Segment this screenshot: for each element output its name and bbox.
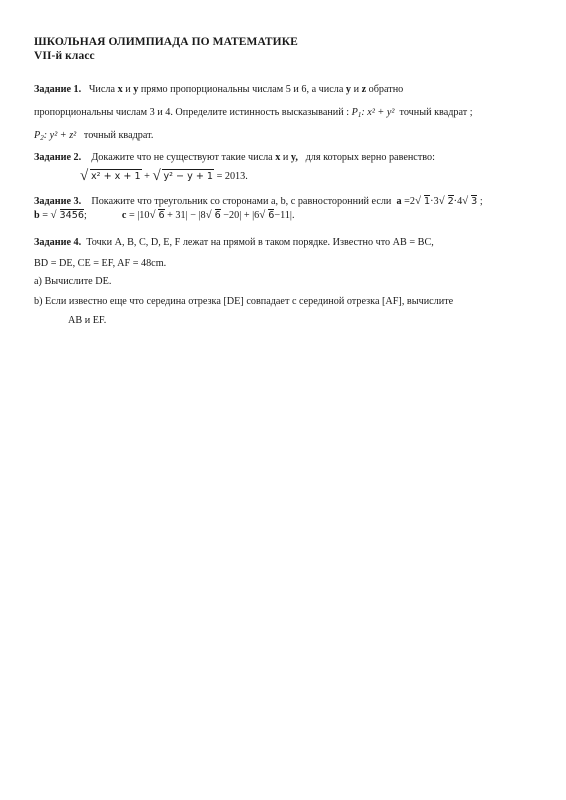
side-c-expr: −11|. [274,210,295,221]
task4-text: Точки A, B, C, D, E, F лежат на прямой в таком порядке. Известно что AB = BC, [86,237,434,248]
p1-expression: : x² + y² [361,107,395,118]
task4-part-b: b) Если известно еще что середина отрезка [DE] совпадает с серединой отрезка [AF], вычислите [34,296,454,307]
task2-label: Задание 2. [34,152,82,163]
var-z: z [361,84,367,95]
var-y: y [133,84,139,95]
task1-label: Задание 1. [34,84,82,95]
task1-text: обратно [366,84,404,95]
side-a-label: a [396,196,402,207]
p2-expression: : y² + z² [43,130,77,141]
task4-line1 [34,237,434,248]
grade-label: VII-й класс [34,50,95,62]
radical-2 [152,171,214,182]
task2-line1 [34,152,435,163]
task3-label: Задание 3. [34,196,82,207]
task1-line2 [34,107,473,119]
radicand: 2 [447,196,454,207]
task1-text: прямо пропорциональны числам 5 и 6, а числа [138,84,346,95]
task1-text: пропорциональны числам 3 и 4. Определите истинность высказываний : [34,107,350,118]
radicand: 6 [158,210,165,221]
task1-text: и [351,84,362,95]
equation-rhs: = 2013. [216,171,248,182]
task2-text: для которых верно равенство: [305,152,435,163]
task4-part-b-cont: AB и EF. [68,315,107,326]
plus-sign: + [144,171,150,182]
task3-text: Покажите что треугольник со сторонами a, b, c равносторонний если [91,196,392,207]
radicand: 3456 [59,210,84,221]
side-a-expr: =2 [401,196,415,207]
side-c-expr: + 31| − |8 [164,210,206,221]
side-a-expr: ·4 [453,196,463,207]
radical-a1 [415,196,430,207]
radicand: 6 [268,210,275,221]
var-y: y [345,84,352,95]
radicand-1: x² + x + 1 [91,171,141,182]
proposition-p1: $P_1$: x² + y² [351,107,395,119]
radical-a3 [462,196,477,207]
task4-label: Задание 4. [34,237,82,248]
radicand-2: y² − y + 1 [163,171,214,182]
task4-line2: BD = DE, CE = EF, AF = 48cm. [34,258,167,269]
side-c-expr: −20| + |6 [220,210,260,221]
radical-c1 [149,210,164,221]
var-y: y, [290,152,298,163]
radical-c2 [206,210,221,221]
radical-a2 [439,196,454,207]
task1-line3 [34,130,153,142]
task2-text: Докажите что не существуют такие числа [91,152,273,163]
task3-line1 [34,196,483,207]
page-title: ШКОЛЬНАЯ ОЛИМПИАДА ПО МАТЕМАТИКЕ [34,36,298,48]
task1-text: точный квадрат. [83,130,154,141]
task1-line1 [34,84,403,95]
task2-equation [80,171,248,182]
task1-text: и [122,84,134,95]
side-a-end: ; [479,196,483,207]
task3-line2 [34,210,295,221]
side-b-expr: = [39,210,51,221]
radical-1 [80,171,142,182]
side-b-end: ; [83,210,87,221]
side-c-label: c [121,210,127,221]
task1-text: точный квадрат ; [399,107,473,118]
task2-text: и [280,152,291,163]
radical-c3 [259,210,274,221]
radicand: 3 [471,196,478,207]
task4-part-a: a) Вычислите DE. [34,276,112,287]
radicand: 1 [423,196,431,207]
radical-b [51,210,84,221]
side-b-label: b [34,210,40,221]
task1-text: Числа [88,84,118,95]
var-x: x [117,84,123,95]
radicand: 6 [214,210,221,221]
side-c-expr: = |10 [126,210,150,221]
proposition-p2: $P_2$: y² + z² [34,130,77,142]
var-x: x [275,152,281,163]
side-a-expr: ·3 [430,196,439,207]
